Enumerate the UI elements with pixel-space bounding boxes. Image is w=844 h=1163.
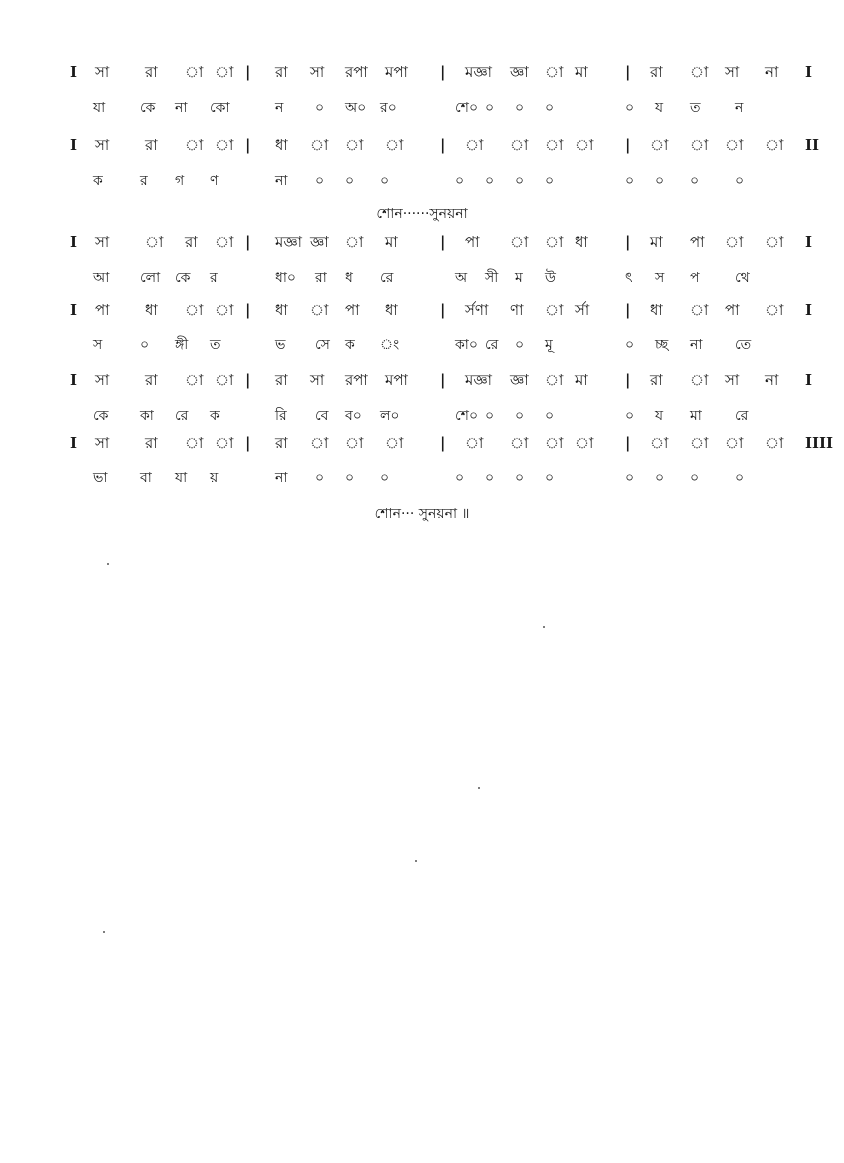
lyric-syllable: ০ (625, 337, 635, 353)
bar-line: | (245, 371, 251, 389)
lyric-syllable: রে (485, 337, 499, 353)
lyric-line (0, 96, 844, 120)
swara-note: া (215, 233, 234, 251)
lyric-syllable: ০ (515, 100, 525, 116)
lyric-syllable: ০ (655, 173, 665, 189)
lyric-syllable: না (690, 337, 703, 353)
swara-note: া (215, 136, 234, 154)
swara-note: া (185, 301, 204, 319)
lyric-syllable: মূ (545, 337, 553, 353)
speck (415, 860, 417, 862)
bar-line: | (440, 434, 446, 452)
lyric-syllable: ০ (315, 173, 325, 189)
swara-note: ণা (510, 301, 524, 319)
swara-note: া (545, 301, 564, 319)
lyric-syllable: ঙ্গী (175, 337, 189, 353)
bar-line: | (625, 301, 631, 319)
swara-note: জ্ঞা (310, 233, 329, 251)
lyric-syllable: ন (735, 100, 744, 116)
lyric-syllable: ০ (735, 173, 745, 189)
lyric-line (0, 466, 844, 490)
lyric-syllable: ০ (735, 470, 745, 486)
swara-note: রা (275, 63, 288, 81)
lyric-syllable: ০ (485, 100, 495, 116)
lyric-syllable: ব০ (345, 408, 362, 424)
bar-line: | (440, 136, 446, 154)
swara-note: া (345, 136, 364, 154)
swara-note: া (725, 434, 744, 452)
lyric-syllable: ০ (485, 470, 495, 486)
lyric-syllable: কে (93, 408, 109, 424)
lyric-syllable: ০ (345, 173, 355, 189)
lyric-syllable: ৎ (625, 270, 633, 286)
lyric-syllable: ০ (485, 408, 495, 424)
swara-note: া (545, 371, 564, 389)
lyric-syllable: ভা (93, 470, 108, 486)
swara-line (0, 431, 844, 455)
lyric-syllable: ন (275, 100, 284, 116)
lyric-syllable: স (93, 337, 103, 353)
swara-note: মা (650, 233, 663, 251)
bar-line: I (70, 233, 78, 251)
swara-note: পা (690, 233, 705, 251)
lyric-syllable: না (275, 470, 288, 486)
refrain-cue: শোন··· সুনয়না ॥ (374, 506, 470, 522)
swara-note: া (145, 233, 164, 251)
swara-note: সা (310, 371, 325, 389)
swara-note: সা (310, 63, 325, 81)
swara-note: রপা (345, 63, 368, 81)
swara-note: পা (95, 301, 110, 319)
swara-note: া (465, 136, 484, 154)
lyric-syllable: ০ (625, 100, 635, 116)
lyric-syllable: ০ (625, 173, 635, 189)
swara-line (0, 298, 844, 322)
lyric-syllable: তে (735, 337, 752, 353)
swara-note: া (545, 233, 564, 251)
swara-note: মা (385, 233, 398, 251)
bar-line: I (70, 434, 78, 452)
lyric-syllable: কো (210, 100, 230, 116)
lyric-syllable: রা (315, 270, 327, 286)
swara-note: জ্ঞা (510, 371, 529, 389)
swara-note: া (185, 136, 204, 154)
swara-note: া (215, 63, 234, 81)
swara-note: া (545, 434, 564, 452)
lyric-syllable: রে (380, 270, 394, 286)
bar-line: | (440, 63, 446, 81)
lyric-syllable: রি (275, 408, 287, 424)
swara-note: া (215, 371, 234, 389)
lyric-syllable: ০ (315, 100, 325, 116)
lyric-syllable: ০ (315, 470, 325, 486)
swara-note: া (345, 434, 364, 452)
swara-note: া (385, 136, 404, 154)
lyric-syllable: র (210, 270, 218, 286)
swara-note: মা (575, 371, 588, 389)
lyric-syllable: য় (210, 470, 219, 486)
lyric-syllable: সে (315, 337, 330, 353)
swara-note: া (765, 434, 784, 452)
bar-line: | (625, 233, 631, 251)
swara-note: রপা (345, 371, 368, 389)
lyric-syllable: ০ (545, 173, 555, 189)
lyric-syllable: ত (690, 100, 701, 116)
swara-note: া (185, 63, 204, 81)
lyric-syllable: র (140, 173, 148, 189)
swara-note: া (725, 136, 744, 154)
bar-line: | (440, 301, 446, 319)
lyric-syllable: য (655, 100, 664, 116)
lyric-syllable: ক (93, 173, 103, 189)
lyric-syllable: উ (545, 270, 556, 286)
swara-note: পা (465, 233, 480, 251)
swara-note: া (650, 434, 669, 452)
swara-note: র্সণা (465, 301, 489, 319)
swara-note: া (215, 301, 234, 319)
swara-note: মপা (385, 63, 408, 81)
lyric-syllable: ০ (455, 173, 465, 189)
swara-note: সা (95, 63, 110, 81)
lyric-syllable: র০ (380, 100, 397, 116)
swara-note: া (345, 233, 364, 251)
swara-note: রা (145, 434, 158, 452)
lyric-syllable: বে (315, 408, 329, 424)
swara-note: া (310, 301, 329, 319)
lyric-syllable: না (275, 173, 288, 189)
lyric-syllable: না (175, 100, 188, 116)
swara-note: মজ্ঞা (465, 371, 493, 389)
swara-note: া (690, 371, 709, 389)
swara-note: া (185, 371, 204, 389)
lyric-syllable: ০ (380, 173, 390, 189)
bar-line: | (440, 371, 446, 389)
lyric-syllable: ০ (655, 470, 665, 486)
swara-note: া (765, 136, 784, 154)
lyric-syllable: ০ (515, 408, 525, 424)
swara-note: ধা (145, 301, 158, 319)
lyric-line (0, 266, 844, 290)
lyric-line (0, 333, 844, 357)
bar-line: I (805, 63, 813, 81)
swara-note: া (690, 63, 709, 81)
lyric-syllable: য (655, 408, 664, 424)
bar-line: I (70, 63, 78, 81)
swara-note: া (310, 136, 329, 154)
lyric-syllable: ক (210, 408, 220, 424)
bar-line: I (805, 233, 813, 251)
lyric-syllable: শে০ (455, 100, 479, 116)
lyric-syllable: কা০ (455, 337, 478, 353)
lyric-syllable: রে (735, 408, 749, 424)
swara-note: সা (95, 371, 110, 389)
swara-note: পা (345, 301, 360, 319)
lyric-syllable: ০ (690, 173, 700, 189)
lyric-syllable: ০ (485, 173, 495, 189)
swara-note: ধা (650, 301, 663, 319)
bar-line: I (805, 301, 813, 319)
swara-note: া (185, 434, 204, 452)
refrain-cue: শোন······সুনয়না (376, 206, 468, 222)
lyric-syllable: ভ (275, 337, 286, 353)
swara-line (0, 133, 844, 157)
swara-note: রা (145, 371, 158, 389)
swara-note: না (765, 63, 779, 81)
swara-note: মা (575, 63, 588, 81)
speck (107, 563, 109, 565)
bar-line: I (70, 136, 78, 154)
lyric-syllable: প (690, 270, 700, 286)
bar-line: | (440, 233, 446, 251)
lyric-syllable: ণ (210, 173, 219, 189)
swara-note: সা (95, 434, 110, 452)
swara-note: া (310, 434, 329, 452)
lyric-syllable: ০ (625, 470, 635, 486)
swara-line (0, 230, 844, 254)
lyric-syllable: কে (175, 270, 191, 286)
lyric-line (0, 169, 844, 193)
swara-note: ধা (575, 233, 588, 251)
swara-note: জ্ঞা (510, 63, 529, 81)
lyric-syllable: ০ (455, 470, 465, 486)
lyric-line (0, 404, 844, 428)
bar-line: | (245, 63, 251, 81)
lyric-syllable: অ০ (345, 100, 367, 116)
lyric-syllable: ল০ (380, 408, 400, 424)
swara-note: া (690, 301, 709, 319)
bar-line: | (245, 233, 251, 251)
swara-note: া (510, 434, 529, 452)
swara-note: া (465, 434, 484, 452)
swara-note: া (690, 434, 709, 452)
swara-note: সা (725, 371, 740, 389)
lyric-syllable: ম (515, 270, 523, 286)
lyric-syllable: ধা০ (275, 270, 297, 286)
swara-note: া (725, 233, 744, 251)
swara-note: া (545, 136, 564, 154)
bar-line: | (245, 301, 251, 319)
lyric-syllable: ০ (625, 408, 635, 424)
bar-line: | (625, 63, 631, 81)
lyric-syllable: রে (175, 408, 189, 424)
swara-line (0, 60, 844, 84)
speck (543, 626, 545, 628)
swara-note: ধা (385, 301, 398, 319)
swara-note: সা (725, 63, 740, 81)
swara-note: া (215, 434, 234, 452)
lyric-syllable: ০ (345, 470, 355, 486)
swara-note: া (690, 136, 709, 154)
swara-note: রা (145, 63, 158, 81)
bar-line: I (70, 301, 78, 319)
swara-note: না (765, 371, 779, 389)
lyric-syllable: ০ (545, 470, 555, 486)
lyric-syllable: ধ (345, 270, 353, 286)
lyric-syllable: চ্ছ (655, 337, 669, 353)
lyric-syllable: বা (140, 470, 152, 486)
swara-note: রা (275, 371, 288, 389)
lyric-syllable: ০ (545, 100, 555, 116)
bar-line: I (70, 371, 78, 389)
lyric-syllable: ০ (545, 408, 555, 424)
speck (103, 931, 105, 933)
swara-note: া (650, 136, 669, 154)
swara-line (0, 368, 844, 392)
swara-note: া (545, 63, 564, 81)
lyric-syllable: শে০ (455, 408, 479, 424)
swara-note: মপা (385, 371, 408, 389)
bar-line: | (625, 136, 631, 154)
swara-note: া (765, 301, 784, 319)
swara-note: া (575, 434, 594, 452)
lyric-syllable: স (655, 270, 665, 286)
lyric-syllable: ত (210, 337, 221, 353)
lyric-syllable: আ (93, 270, 110, 286)
swara-note: রা (145, 136, 158, 154)
bar-line: II (805, 136, 820, 154)
swara-note: ধা (275, 301, 288, 319)
swara-note: া (385, 434, 404, 452)
swara-note: সা (95, 136, 110, 154)
lyric-syllable: ০ (515, 470, 525, 486)
swara-note: রা (185, 233, 198, 251)
swara-note: পা (725, 301, 740, 319)
bar-line: I (805, 371, 813, 389)
lyric-syllable: কে (140, 100, 156, 116)
lyric-syllable: মা (690, 408, 702, 424)
swara-note: মজ্ঞা (275, 233, 303, 251)
swara-note: া (510, 233, 529, 251)
bar-line: | (245, 136, 251, 154)
swara-note: া (510, 136, 529, 154)
lyric-syllable: ০ (690, 470, 700, 486)
swara-note: মজ্ঞা (465, 63, 493, 81)
swara-note: রা (275, 434, 288, 452)
lyric-syllable: অ (455, 270, 468, 286)
swara-note: া (575, 136, 594, 154)
lyric-syllable: লো (140, 270, 161, 286)
lyric-syllable: থে (735, 270, 750, 286)
lyric-syllable: যা (175, 470, 188, 486)
bar-line: | (625, 434, 631, 452)
lyric-syllable: কা (140, 408, 154, 424)
lyric-syllable: ০ (140, 337, 150, 353)
speck (478, 787, 480, 789)
bar-line: | (625, 371, 631, 389)
swara-note: া (765, 233, 784, 251)
lyric-syllable: ০ (515, 337, 525, 353)
swara-note: রা (650, 371, 663, 389)
swara-note: ধা (275, 136, 288, 154)
lyric-syllable: ০ (515, 173, 525, 189)
lyric-syllable: যা (93, 100, 106, 116)
swara-note: রা (650, 63, 663, 81)
swara-note: র্সা (575, 301, 590, 319)
swara-note: সা (95, 233, 110, 251)
lyric-syllable: সী (485, 270, 499, 286)
lyric-syllable: ক (345, 337, 355, 353)
lyric-syllable: ং (380, 337, 400, 353)
lyric-syllable: গ (175, 173, 185, 189)
bar-line: IIII (805, 434, 834, 452)
lyric-syllable: ০ (380, 470, 390, 486)
bar-line: | (245, 434, 251, 452)
